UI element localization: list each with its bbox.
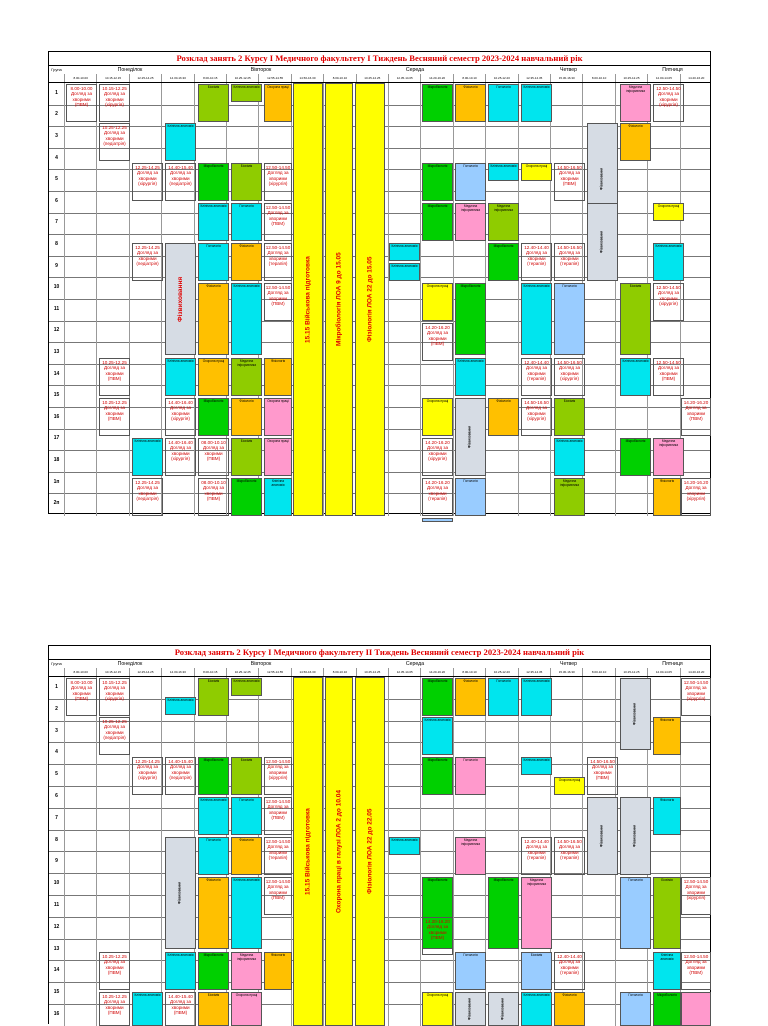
- lesson-cell: Фізвиховання: [587, 203, 618, 281]
- lesson-cell: 14.50-16.50 Догляд за хворими (терапія): [554, 243, 585, 281]
- lesson-cell: 12.50-14.50 Догляд за хворими (ПВМ): [681, 952, 711, 990]
- lesson-cell: 12.50-14.50 Догляд за хворими (хірургія): [681, 877, 711, 915]
- lesson-cell: 10.25-12.25 Догляд за хворими (ПВМ): [99, 952, 130, 990]
- lesson-cell: Клінічна анатомія: [554, 438, 585, 476]
- lesson-cell: Гістологія: [455, 163, 486, 201]
- group-row-number: 1: [55, 683, 58, 690]
- group-row-number: 18: [53, 457, 60, 463]
- lesson-cell: 8.00-10.00 Догляд за хворими (ПВМ): [66, 678, 97, 716]
- lesson-cell: 12.25-14.25 Догляд за хворими (хірургія): [132, 163, 163, 201]
- lesson-cell: Мікробіологія: [422, 163, 453, 201]
- lesson-cell: Медична інформатика: [231, 952, 262, 990]
- lesson-cell: Фізіологія: [620, 123, 651, 161]
- group-row-number: 3: [55, 727, 58, 734]
- time-slot-header: 10.25-12.25: [356, 668, 388, 676]
- lesson-cell: 12.25-14.25 Догляд за хворими (хірургія): [132, 757, 163, 795]
- lesson-cell: 10.25-12.25 Догляд за хворими (ПВМ): [99, 358, 130, 396]
- banner-military: 15.15 Військова підготовка: [293, 83, 323, 516]
- day-monday: Понеділок: [117, 661, 143, 667]
- lesson-cell: Медична інформатика: [455, 837, 486, 875]
- group-row-number: 10: [53, 284, 60, 291]
- banner-physiology: Фізіологія ЛОА 22 до 22.05: [355, 677, 385, 1026]
- time-slot-header: 8.00-10.10: [323, 668, 355, 676]
- group-row-number: 10: [53, 880, 60, 887]
- lesson-cell: Фізвиховання: [620, 797, 651, 875]
- lesson-cell: Мікробіологія: [620, 438, 651, 476]
- time-slot-header: 14.20-16.20: [420, 74, 452, 82]
- time-slot-header: 12.00-14.05: [647, 668, 679, 676]
- lesson-cell: Клінічна анатомія: [389, 263, 420, 281]
- lesson-cell: Клінічна анатомія: [231, 877, 262, 949]
- lesson-cell: Мікробіологія: [422, 203, 453, 241]
- lesson-cell: 12.50-14.50 Догляд за хворими (ПВМ): [653, 358, 684, 396]
- lesson-cell: 12.40-14.40 Догляд за хворими (терапія): [521, 837, 552, 875]
- lesson-cell: 14.20-16.20 Догляд за хворими (хірургія): [681, 478, 711, 516]
- lesson-cell: Клінічна анатомія: [521, 283, 552, 355]
- time-slot-header: 12.00-14.05: [647, 74, 679, 82]
- lesson-cell: Біохімія: [198, 678, 229, 716]
- column-divider: [161, 677, 162, 1026]
- group-row-number: 11: [53, 901, 60, 908]
- lesson-cell: Фізіологія: [264, 358, 292, 396]
- group-column-label: Група: [51, 661, 62, 666]
- group-row-number: 16: [53, 413, 60, 420]
- lesson-cell: Гістологія: [488, 678, 519, 716]
- group-row-number: 7: [55, 814, 58, 821]
- lesson-cell: Фізіологія: [231, 837, 262, 875]
- lesson-cell: Охорона праці: [554, 777, 585, 795]
- day-wednesday: Середа: [405, 661, 425, 667]
- lesson-cell: [422, 518, 453, 522]
- lesson-cell: 12.50-14.50 Догляд за хворими (хірургія): [681, 678, 711, 716]
- lesson-cell: Клінічна анатомія: [165, 123, 196, 161]
- lesson-cell: Медична інформатика: [231, 358, 262, 396]
- lesson-cell: Медична інформатика: [620, 84, 651, 122]
- lesson-cell: 10.25-12.25 Догляд за хворими (педіатрія): [99, 717, 130, 755]
- group-row-number: 12: [53, 327, 60, 334]
- lesson-cell: Мікробіологія: [422, 877, 453, 949]
- column-divider: [64, 677, 65, 1026]
- lesson-cell: Біохімія: [231, 438, 262, 476]
- lesson-cell: Клінічна анатомія: [488, 163, 519, 181]
- group-row-number: 7: [55, 219, 58, 226]
- lesson-cell: Мікробіологія: [422, 678, 453, 716]
- time-slot-header: 10.15-12.15: [96, 74, 128, 82]
- lesson-cell: Фізіологія: [455, 84, 486, 122]
- lesson-cell: Гістологія: [488, 84, 519, 122]
- time-slot-header: 12.35-14.05: [388, 668, 420, 676]
- lesson-cell: 14.20-16.20 Догляд за хворими (терапія): [422, 478, 453, 516]
- lesson-cell: 12.50-14.50 Догляд за хворими (хірургія): [653, 84, 684, 122]
- lesson-cell: Фізіологія: [198, 877, 229, 949]
- time-slot-header: 14.20-16.20: [420, 668, 452, 676]
- lesson-cell: Біохімія: [554, 398, 585, 436]
- lesson-cell: Клінічна анатомія: [389, 837, 420, 855]
- lesson-cell: Фізвиховання: [620, 678, 651, 750]
- lesson-cell: 12.50-14.50 Догляд за хворими (ПВМ): [264, 797, 292, 835]
- lesson-cell: Гістологія: [455, 478, 486, 516]
- column-divider: [518, 677, 519, 1026]
- lesson-cell: 14.50-16.50 Догляд за хворими (хірургія): [554, 358, 585, 396]
- time-slot-header: 14.20-16.20: [680, 74, 712, 82]
- schedule-grid: [49, 83, 710, 516]
- lesson-cell: Гістологія: [455, 952, 486, 990]
- lesson-cell: Гістологія: [231, 203, 262, 241]
- schedule-week-1: [48, 51, 711, 514]
- day-tuesday: Вівторок: [250, 661, 272, 667]
- lesson-cell: 14.50-16.50 Догляд за хворими (ПВМ): [587, 757, 618, 795]
- time-slot-header: 10.25-12.25: [356, 74, 388, 82]
- time-slot-header: 14.50-16.30: [291, 668, 323, 676]
- lesson-cell: Клінічна анатомія: [521, 992, 552, 1026]
- lesson-cell: Мікробіологія: [488, 243, 519, 281]
- lesson-cell: 12.50-14.50 Догляд за хворими (терапія): [264, 243, 292, 281]
- day-thursday: Четвер: [559, 661, 577, 667]
- lesson-cell: 14.50-16.50 Догляд за хворими (хірургія): [521, 398, 552, 436]
- time-slot-header: 10.25-12.25: [615, 668, 647, 676]
- lesson-cell: 12.25-14.25 Догляд за хворими (педіатрія): [132, 478, 163, 516]
- time-slot-header: 10.25-12.25: [226, 668, 258, 676]
- lesson-cell: Біохімія: [198, 992, 229, 1026]
- time-slot-header: 14.30-16.30: [161, 74, 193, 82]
- lesson-cell: Фізіологія: [488, 398, 519, 436]
- banner-safety: Охорона праці в галузі ЛОА 2 до 10.04: [325, 677, 353, 1026]
- group-row-number: 6: [55, 792, 58, 799]
- lesson-cell: Мікробіологія: [198, 398, 229, 436]
- time-slot-header: 12.25-14.25: [129, 74, 161, 82]
- time-slot-header: 14.50-16.30: [291, 74, 323, 82]
- lesson-cell: 14.40-15.40 Догляд за хворими (педіатрія): [165, 757, 196, 795]
- group-row-number: 12: [53, 923, 60, 930]
- lesson-cell: Клінічна анатомія: [264, 478, 292, 516]
- lesson-cell: Мікробіологія: [488, 877, 519, 949]
- group-row-number: 1п: [53, 478, 60, 485]
- time-slot-header: 14.20-16.20: [680, 668, 712, 676]
- lesson-cell: 08.00-10.10 Догляд за хворими (ПВМ): [198, 478, 229, 516]
- schedule-grid: [49, 677, 710, 1026]
- lesson-cell: 12.25-14.25 Догляд за хворими (педіатрія): [132, 243, 163, 281]
- lesson-cell: Медична інформатика: [521, 877, 552, 949]
- lesson-cell: Фізвиховання: [165, 243, 196, 355]
- time-slot-header: 10.15-12.15: [96, 668, 128, 676]
- lesson-cell: Фізіологія: [264, 952, 292, 990]
- lesson-cell: Мікробіологія: [422, 84, 453, 122]
- column-divider: [96, 677, 97, 1026]
- lesson-cell: 14.40-15.40 Догляд за хворими (педіатрія): [165, 163, 196, 201]
- lesson-cell: 14.20-16.20 Догляд за хворими (ПВМ): [681, 398, 711, 436]
- time-slot-header: 8.00-10.00: [64, 668, 96, 676]
- lesson-cell: 14.20-16.20 Догляд за хворими (ПВМ): [422, 323, 453, 361]
- group-row-number: 9: [55, 262, 58, 269]
- group-row-number: 11: [53, 305, 60, 312]
- lesson-cell: Клінічна анатомія: [165, 358, 196, 396]
- lesson-cell: Фізіологія: [455, 678, 486, 716]
- group-row-number: 14: [53, 370, 60, 377]
- time-slot-header: 10.25-12.20: [485, 668, 517, 676]
- lesson-cell: Фізіологія: [554, 992, 585, 1026]
- lesson-cell: Медична інформатика: [554, 478, 585, 516]
- lesson-cell: Фізвиховання: [165, 837, 196, 949]
- lesson-cell: Фізіологія: [653, 478, 681, 516]
- lesson-cell: 10.25-12.25 Догляд за хворими (ПВМ): [99, 398, 130, 436]
- lesson-cell: Гістологія: [231, 797, 262, 835]
- lesson-cell: 12.50-14.50 Догляд за хворими (ПВМ): [264, 203, 292, 241]
- lesson-cell: 14.40-15.40 Догляд за хворими (ПВМ): [165, 992, 196, 1026]
- group-row-number: 5: [55, 771, 58, 778]
- lesson-cell: Клінічна анатомія: [231, 84, 262, 102]
- lesson-cell: 10.15-12.25 Догляд за хворими (хірургія): [99, 678, 130, 716]
- lesson-cell: Фізвиховання: [455, 992, 486, 1026]
- lesson-cell: 12.50-14.50 Догляд за хворими (хірургія): [653, 283, 684, 321]
- lesson-cell: 08.00-10.10 Догляд за хворими (ПВМ): [198, 438, 229, 476]
- time-slot-header: 12.35-14.35: [518, 74, 550, 82]
- time-slot-header: 10.25-12.20: [485, 74, 517, 82]
- lesson-cell: Гістологія: [198, 243, 229, 281]
- lesson-cell: Гістологія: [554, 283, 585, 355]
- lesson-cell: 10.15-12.25 Догляд за хворими (хірургія): [99, 84, 130, 122]
- group-row-number: 13: [53, 349, 60, 355]
- lesson-cell: 14.40-16.40 Догляд за хворими (хірургія): [165, 398, 196, 436]
- lesson-cell: Фізвиховання: [455, 398, 486, 476]
- lesson-cell: Фізіологія: [653, 717, 681, 755]
- lesson-cell: Клінічна анатомія: [455, 358, 486, 396]
- lesson-cell: Фізвиховання: [488, 992, 519, 1026]
- time-slot-header: 8.00-10.10: [453, 74, 485, 82]
- lesson-cell: Клінічна анатомія: [132, 992, 163, 1026]
- lesson-cell: Клінічна анатомія: [521, 678, 552, 716]
- banner-physiology: Фізіологія ЛОА 22 до 15.05: [355, 83, 385, 516]
- column-divider: [64, 83, 65, 516]
- time-slot-header: 8.00-10.10: [323, 74, 355, 82]
- group-row-number: 8: [55, 241, 58, 247]
- lesson-cell: Мікробіологія: [198, 757, 229, 795]
- schedule-title: Розклад занять 2 Курсу І Медичного факультету І Тиждень Весняний семестр 2023-2024 навчальний рік: [49, 52, 710, 66]
- day-tuesday: Вівторок: [250, 67, 272, 73]
- lesson-cell: Медична інформатика: [653, 438, 684, 476]
- day-wednesday: Середа: [405, 67, 425, 73]
- banner-microbiology: Мікробіологія ЛОА 9 до 15.05: [325, 83, 353, 516]
- lesson-cell: Охорона праці: [422, 398, 453, 436]
- lesson-cell: 14.40-16.40 Догляд за хворими (хірургія): [165, 438, 196, 476]
- time-slot-header: 8.00-10.15: [194, 74, 226, 82]
- group-row-number: 2п: [53, 500, 60, 507]
- schedule-title: Розклад занять 2 Курсу І Медичного факультету ІІ Тиждень Весняний семестр 2023-2024 навчальний рік: [49, 646, 710, 660]
- lesson-cell: Клінічна анатомія: [521, 84, 552, 122]
- lesson-cell: 10.25-12.25 Догляд за хворими (педіатрія): [99, 123, 130, 161]
- lesson-cell: Клінічна анатомія: [198, 797, 229, 835]
- lesson-cell: 12.50-14.50 Догляд за хворими (хірургія): [264, 757, 292, 795]
- lesson-cell: Гістологія: [198, 837, 229, 875]
- lesson-cell: Охорона праці: [264, 84, 292, 122]
- time-slot-header: 12.35-14.35: [518, 668, 550, 676]
- lesson-cell: Клінічна анатомія: [231, 678, 262, 696]
- lesson-cell: 12.50-14.50 Догляд за хворими (терапія): [264, 837, 292, 875]
- lesson-cell: Клінічна анатомія: [165, 952, 196, 990]
- lesson-cell: Клінічна анатомія: [389, 243, 420, 261]
- lesson-cell: Біохімія: [521, 952, 552, 990]
- lesson-cell: Клінічна анатомія: [198, 203, 229, 241]
- lesson-cell: Охорона праці: [422, 283, 453, 321]
- lesson-cell: Фізіологія: [231, 398, 262, 436]
- lesson-cell: 12.40-14.40 Догляд за хворими (терапія): [521, 358, 552, 396]
- lesson-cell: Клінічна анатомія: [653, 243, 684, 281]
- lesson-cell: Клінічна анатомія: [422, 717, 453, 755]
- lesson-cell: Мікробіологія: [231, 478, 262, 516]
- lesson-cell: Гістологія: [455, 757, 486, 795]
- lesson-cell: Біохімія: [231, 163, 262, 201]
- lesson-cell: 14.20-16.20 Догляд за хворими (хірургія): [422, 438, 453, 476]
- time-slot-header: 8.00-10.15: [194, 668, 226, 676]
- time-slot-header: 12.25-14.25: [129, 668, 161, 676]
- lesson-cell: Охорона праці: [422, 992, 453, 1026]
- group-row-number: 16: [53, 1010, 60, 1017]
- lesson-cell: Біохімія: [653, 877, 681, 949]
- lesson-cell: 14.50-16.50 Догляд за хворими (терапія): [554, 837, 585, 875]
- lesson-cell: 14.50-16.50 Догляд за хворими (ПВМ): [554, 163, 585, 201]
- time-slot-header: 10.25-12.25: [226, 74, 258, 82]
- lesson-cell: 12.50-14.50 Догляд за хворими (ПВМ): [264, 877, 292, 915]
- lesson-cell: Фізвиховання: [587, 123, 618, 235]
- group-row-number: 6: [55, 197, 58, 204]
- group-column-label: Група: [51, 67, 62, 72]
- group-row-number: 2: [55, 111, 58, 118]
- lesson-cell: Біохімія: [620, 283, 651, 355]
- time-slot-header: 10.25-12.25: [615, 74, 647, 82]
- group-row-number: 5: [55, 176, 58, 183]
- group-row-number: 15: [53, 392, 60, 399]
- lesson-cell: [681, 992, 711, 1026]
- lesson-cell: Медична інформатика: [455, 203, 486, 241]
- group-row-number: 17: [53, 435, 60, 442]
- group-row-number: 14: [53, 967, 60, 974]
- group-row-number: 9: [55, 858, 58, 865]
- group-row-number: 13: [53, 945, 60, 952]
- banner-military: 15.15 Військова підготовка: [293, 677, 323, 1026]
- lesson-cell: Охорона праці: [264, 398, 292, 436]
- day-friday: Пятниця: [662, 67, 683, 73]
- lesson-cell: 12.40-14.40 Догляд за хворими (терапія): [554, 952, 585, 990]
- lesson-cell: 14.20-16.20 Догляд за хворими (ПВМ): [422, 917, 453, 955]
- schedule-week-2: [48, 645, 711, 1024]
- time-slot-header: 8.00-10.10: [453, 668, 485, 676]
- lesson-cell: 12.50-14.50 Догляд за хворими (хірургія): [264, 163, 292, 201]
- time-slot-header: 8.00-10.10: [582, 668, 614, 676]
- lesson-cell: Фізіологія: [653, 797, 681, 835]
- time-slot-header: 12.35-14.05: [388, 74, 420, 82]
- time-slot-header: 8.00-10.00: [64, 74, 96, 82]
- lesson-cell: Мікробіологія: [198, 163, 229, 201]
- lesson-cell: 12.50-14.50 Догляд за хворими (ПВМ): [264, 283, 292, 321]
- lesson-cell: 12.40-14.40 Догляд за хворими (терапія): [521, 243, 552, 281]
- group-row-number: 1: [55, 89, 58, 96]
- lesson-cell: Клінічна анатомія: [653, 952, 681, 990]
- lesson-cell: Гістологія: [620, 992, 651, 1026]
- lesson-cell: Охорона праці: [231, 992, 262, 1026]
- day-monday: Понеділок: [117, 67, 143, 73]
- group-row-number: 2: [55, 705, 58, 712]
- lesson-cell: Фізіологія: [231, 243, 262, 281]
- time-slot-header: 15.30-16.30: [550, 668, 582, 676]
- lesson-cell: Біохімія: [198, 84, 229, 122]
- group-row-number: 3: [55, 133, 58, 139]
- schedule-header: [49, 660, 710, 677]
- time-slot-header: 15.30-16.30: [550, 74, 582, 82]
- group-row-number: 4: [55, 154, 58, 161]
- lesson-cell: 8.00-10.00 Догляд за хворими (ПВМ): [66, 84, 97, 122]
- group-row-number: 4: [55, 749, 58, 756]
- lesson-cell: Охорона праці: [653, 203, 684, 221]
- lesson-cell: Охорона праці: [521, 163, 552, 181]
- lesson-cell: Фізіологія: [198, 283, 229, 355]
- lesson-cell: Мікробіологія: [455, 283, 486, 355]
- group-row-number: 8: [55, 836, 58, 843]
- lesson-cell: Мікробіологія: [653, 992, 681, 1026]
- schedule-header: [49, 66, 710, 83]
- time-slot-header: 8.00-10.10: [582, 74, 614, 82]
- lesson-cell: Мікробіологія: [422, 757, 453, 795]
- column-divider: [96, 83, 97, 516]
- column-divider: [388, 83, 389, 516]
- time-slot-header: 14.30-16.30: [161, 668, 193, 676]
- lesson-cell: Клінічна анатомія: [231, 283, 262, 355]
- lesson-cell: Клінічна анатомія: [620, 358, 651, 396]
- lesson-cell: Біохімія: [231, 757, 262, 795]
- group-row-number: 15: [53, 989, 60, 996]
- day-friday: Пятниця: [662, 661, 683, 667]
- lesson-cell: Клінічна анатомія: [165, 697, 196, 715]
- lesson-cell: Клінічна анатомія: [521, 757, 552, 775]
- lesson-cell: Клінічна анатомія: [132, 438, 163, 476]
- time-slot-header: 12.55-14.55: [258, 74, 290, 82]
- day-thursday: Четвер: [559, 67, 577, 73]
- time-slot-header: 12.55-14.55: [258, 668, 290, 676]
- lesson-cell: Охорона праці: [264, 438, 292, 476]
- column-divider: [518, 83, 519, 516]
- lesson-cell: Мікробіологія: [198, 952, 229, 990]
- lesson-cell: Медична інформатика: [488, 203, 519, 241]
- lesson-cell: Охорона праці: [198, 358, 229, 396]
- lesson-cell: 10.25-12.25 Догляд за хворими (ПВМ): [99, 992, 130, 1026]
- lesson-cell: Гістологія: [620, 877, 651, 949]
- lesson-cell: Фізвиховання: [587, 797, 618, 875]
